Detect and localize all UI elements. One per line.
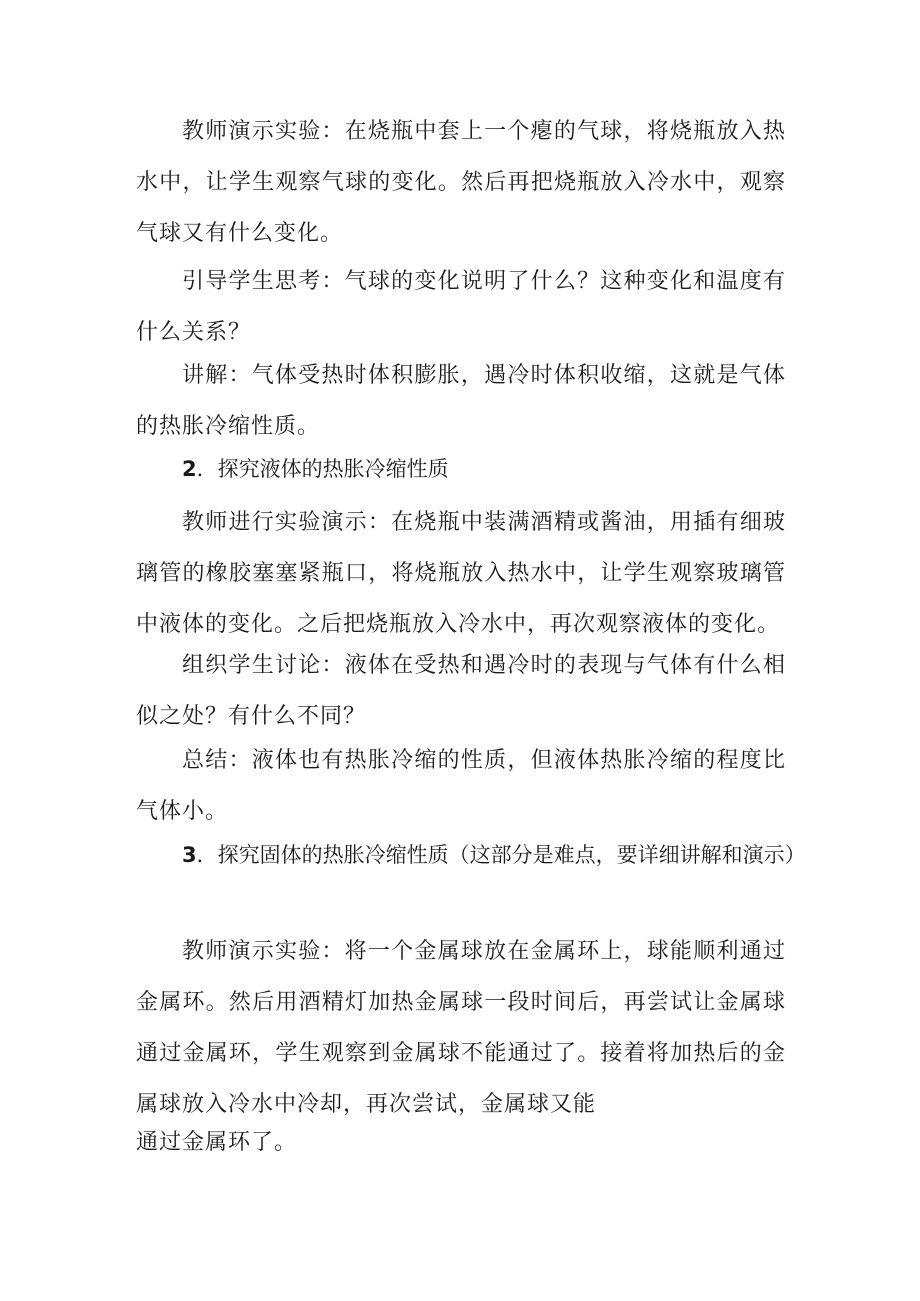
section-title: ．探究液体的热胀冷缩性质 [196,457,449,481]
paragraph-teacher-demo-gas: 教师演示实验：在烧瓶中套上一个瘪的气球，将烧瓶放入热水中，让学生观察气球的变化。然后再把烧瓶放入冷水中，观察气球又有什么变化。 [136,119,786,246]
paragraph-continuation: 通过金属环了。 [136,1130,298,1155]
paragraph-summary-liquid: 总结：液体也有热胀冷缩的性质，但液体热胀冷缩的程度比气体小。 [136,748,786,824]
section-title: ．探究固体的热胀冷缩性质（这部分是难点，要详细讲解和演示） [196,843,806,867]
paragraph-organize-discussion: 组织学生讨论：液体在受热和遇冷时的表现与气体有什么相似之处？有什么不同？ [136,653,786,729]
section-number: 3 [182,843,197,867]
section-heading-liquid [136,444,786,495]
section-number: 2 [182,457,197,481]
paragraph-guide-thinking: 引导学生思考：气球的变化说明了什么？这种变化和温度有什么关系？ [136,269,786,345]
section-heading-solid [136,830,806,881]
paragraph-teacher-demo-liquid: 教师进行实验演示：在烧瓶中装满酒精或酱油，用插有细玻璃管的橡胶塞塞紧瓶口，将烧瓶放入热水中，让学生观察玻璃管中液体的变化。之后把烧瓶放入冷水中，再次观察液体的变化。 [136,510,786,637]
paragraph-explain-gas: 讲解：气体受热时体积膨胀，遇冷时体积收缩，这就是气体的热胀冷缩性质。 [136,363,786,439]
paragraph-teacher-demo-solid: 教师演示实验：将一个金属球放在金属环上，球能顺利通过金属环。然后用酒精灯加热金属球一段时间后，再尝试让金属球通过金属环，学生观察到金属球不能通过了。接着将加热后的金属球放入冷水中冷却，再次尝试，金属球又能 [136,939,786,1117]
